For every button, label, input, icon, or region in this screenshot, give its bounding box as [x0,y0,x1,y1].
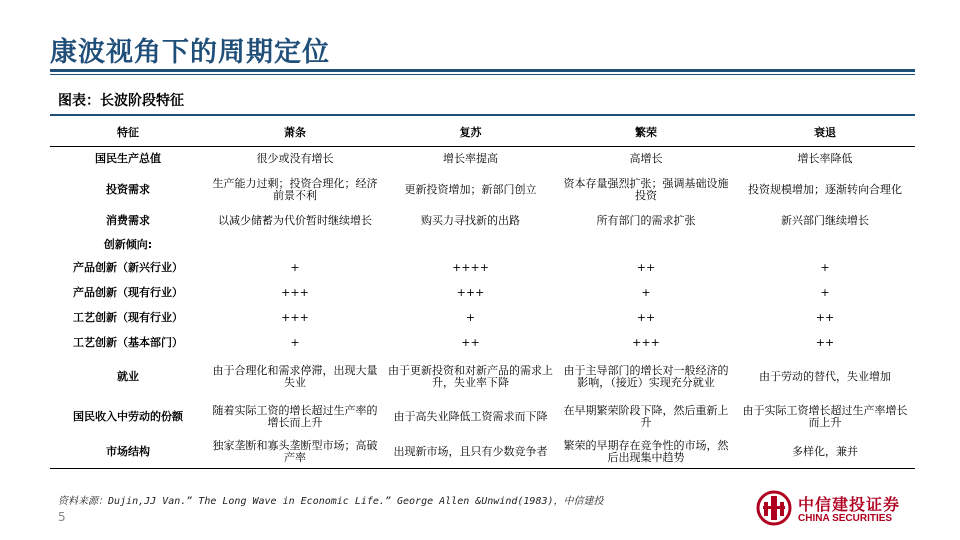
table-cell: 独家垄断和寡头垄断型市场；高破产率 [206,436,384,469]
table-cell: +++ [281,311,309,324]
table-cell: ++++ [452,261,489,274]
table-row [50,356,915,398]
row-label: 工艺创新（现有行业） [73,311,183,324]
table-row [50,281,915,306]
table-cell [384,234,557,256]
china-securities-logo-icon [756,490,792,526]
table-cell: 由于更新投资和对新产品的需求上升，失业率下降 [388,363,553,389]
table-cell: 高增长 [629,152,663,166]
table-cell: 多样化，兼并 [735,436,915,469]
figure-caption: 图表：长波阶段特征 [58,93,184,109]
company-logo [756,490,916,530]
title-divider-thin [50,74,915,75]
table-cell: 购买力寻找新的出路 [421,214,520,227]
row-label: 创新倾向: [103,237,153,251]
table-cell: + [465,311,476,324]
table-cell: +++ [456,286,485,299]
table-cell: + [641,286,651,299]
table-cell: 更新投资增加；新部门创立 [404,183,537,196]
table-cell: + [290,261,300,274]
table-cell: 新兴部门继续增长 [781,214,869,227]
table-cell: 由于实际工资增长超过生产率增长而上升 [742,403,908,429]
row-label: 产品创新（新兴行业） [73,261,183,274]
column-header: 萧条 [206,120,384,147]
long-wave-table [50,120,915,469]
table-cell: 以减少储蓄为代价暂时继续增长 [218,214,372,227]
title-divider [50,69,915,72]
table-cell: 资本存量强烈扩张；强调基础设施投资 [563,177,729,202]
table-row [50,234,915,256]
column-header: 衰退 [735,120,915,147]
page-title: 康波视角下的周期定位 [50,37,330,68]
table-cell: ++ [636,311,656,324]
table-top-rule [50,114,915,116]
column-header: 特征 [50,120,206,147]
table-cell: 所有部门的需求扩张 [596,214,696,227]
table-cell: 由于高失业降低工资需求而下降 [393,409,548,423]
table-row [50,436,915,469]
table-cell: 增长率降低 [797,152,853,166]
table-cell: 很少或没有增长 [256,152,334,166]
table-cell: + [820,286,830,299]
table-cell: +++ [632,336,660,349]
row-label: 国民生产总值 [95,152,161,166]
table-row [50,209,915,234]
column-header: 复苏 [384,120,557,147]
table-row [50,172,915,209]
row-label: 国民收入中劳动的份额 [73,409,183,423]
table-header-row [50,120,915,147]
logo-chinese-name: 中信建投证券 [798,495,901,514]
table-cell: +++ [281,286,309,299]
column-header: 繁荣 [557,120,735,147]
table-cell: 在早期繁荣阶段下降，然后重新上升 [563,403,729,429]
table-cell: 生产能力过剩；投资合理化；经济前景不利 [212,177,378,202]
table-cell [557,234,735,256]
table-cell: ++ [461,336,480,349]
row-label: 投资需求 [106,183,150,196]
table-cell: 投资规模增加；逐渐转向合理化 [748,183,902,196]
table-row [50,331,915,356]
row-label: 就业 [117,369,139,383]
table-cell [735,234,915,256]
table-cell: + [820,261,830,274]
table-row [50,398,915,436]
table-cell: ++ [815,311,835,324]
table-row [50,306,915,331]
table-row [50,256,915,281]
page-number: 5 [58,510,66,524]
row-label: 消费需求 [106,214,150,227]
table-cell: 出现新市场，且只有少数竞争者 [384,436,557,469]
row-label: 产品创新（现有行业） [73,286,183,299]
row-label: 工艺创新（基本部门） [73,336,183,349]
table-cell: 随着实际工资的增长超过生产率的增长而上升 [212,403,378,429]
source-note: 资料来源：Dujin,JJ Van.” The Long Wave in Economic Life.” George Allen &Unwind(1983)，中信建投 [58,496,604,507]
table-cell: 由于主导部门的增长对一般经济的影响，（接近）实现充分就业 [563,363,729,389]
row-label: 市场结构 [50,436,206,469]
table-cell [206,234,384,256]
logo-english-name: CHINA SECURITIES [798,513,893,524]
table-cell: 由于合理化和需求停滞，出现大量失业 [212,363,378,389]
table-cell: ++ [815,336,835,349]
table-cell: 繁荣的早期存在竞争性的市场，然后出现集中趋势 [557,436,735,469]
table-cell: + [290,336,300,349]
table-cell: ++ [636,261,656,274]
table-cell: 由于劳动的替代，失业增加 [759,369,891,383]
table-row [50,147,915,172]
table-cell: 增长率提高 [443,152,498,166]
